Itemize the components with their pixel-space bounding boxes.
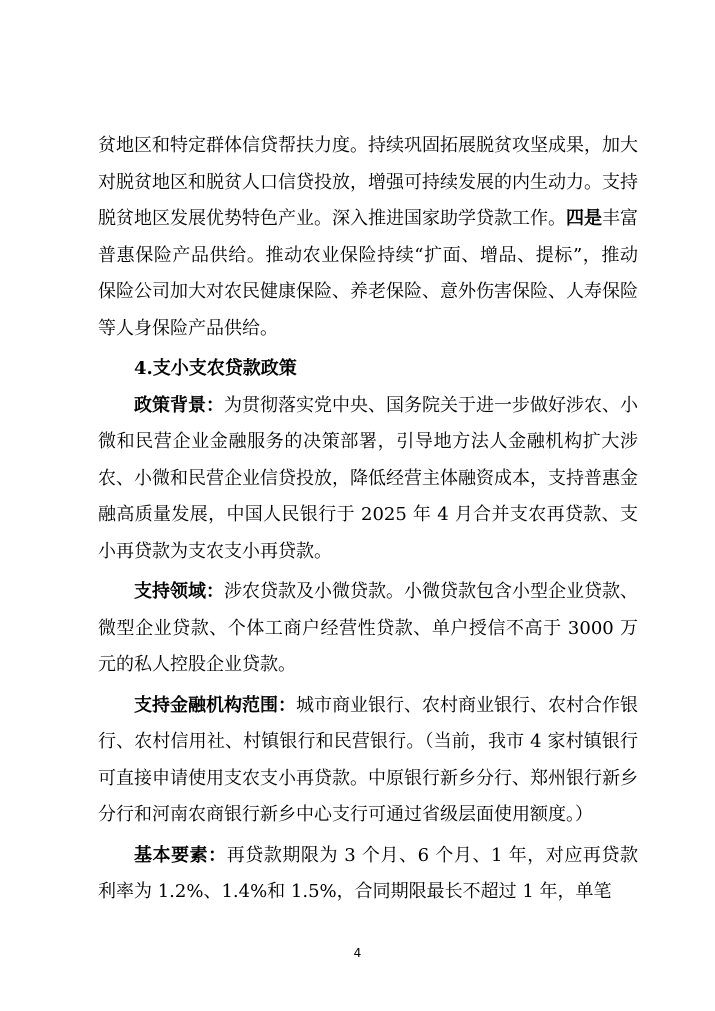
basic-elements-label: 基本要素： <box>134 844 227 866</box>
policy-background-label: 政策背景： <box>134 394 224 416</box>
policy-background-text: 为贯彻落实党中央、国务院关于进一步做好涉农、小微和民营企业金融服务的决策部署，引导地方法人金融机构扩大涉农、小微和民营企业信贷投放，降低经营主体融资成本，支持普惠金融高质量发展，中国人民银行于 2025 年 4 月合并支农再贷款、支小再贷款为支农支小再贷款。 <box>98 394 638 562</box>
paragraph-basic-elements <box>98 838 638 911</box>
paragraph-continuation <box>98 128 638 347</box>
institution-scope-text: 城市商业银行、农村商业银行、农村合作银行、农村信用社、村镇银行和民营银行。（当前，我市 4 家村镇银行可直接申请使用支农支小再贷款。中原银行新乡分行、郑州银行新乡分行和河南农商银行新乡中心支行可通过省级层面使用额度。） <box>98 694 638 825</box>
support-area-text: 涉农贷款及小微贷款。小微贷款包含小型企业贷款、微型企业贷款、个体工商户经营性贷款、单户授信不高于 3000 万元的私人控股企业贷款。 <box>98 581 638 675</box>
basic-elements-text: 再贷款期限为 3 个月、6 个月、1 年，对应再贷款利率为 1.2%、1.4%和 1.5%，合同期限最长不超过 1 年，单笔 <box>98 844 638 902</box>
paragraph-institution-scope <box>98 688 638 834</box>
paragraph-text: 丰富普惠保险产品供给。推动农业保险持续“扩面、增品、提标”，推动保险公司加大对农民健康保险、养老保险、意外伤害保险、人寿保险等人身保险产品供给。 <box>98 208 638 339</box>
page-number: 4 <box>353 946 362 960</box>
emphasis-text: 四是 <box>566 208 602 229</box>
paragraph-support-area <box>98 574 638 684</box>
institution-scope-label: 支持金融机构范围： <box>134 694 296 716</box>
document-body <box>98 128 638 911</box>
support-area-label: 支持领域： <box>134 581 224 602</box>
paragraph-text: 贫地区和特定群体信贷帮扶力度。持续巩固拓展脱贫攻坚成果，加大对脱贫地区和脱贫人口信贷投放，增强可持续发展的内生动力。支持脱贫地区发展优势特色产业。深入推进国家助学贷款工作。 <box>98 135 638 229</box>
paragraph-policy-background <box>98 388 638 571</box>
section-heading: 4.支小支农贷款政策 <box>134 358 297 379</box>
